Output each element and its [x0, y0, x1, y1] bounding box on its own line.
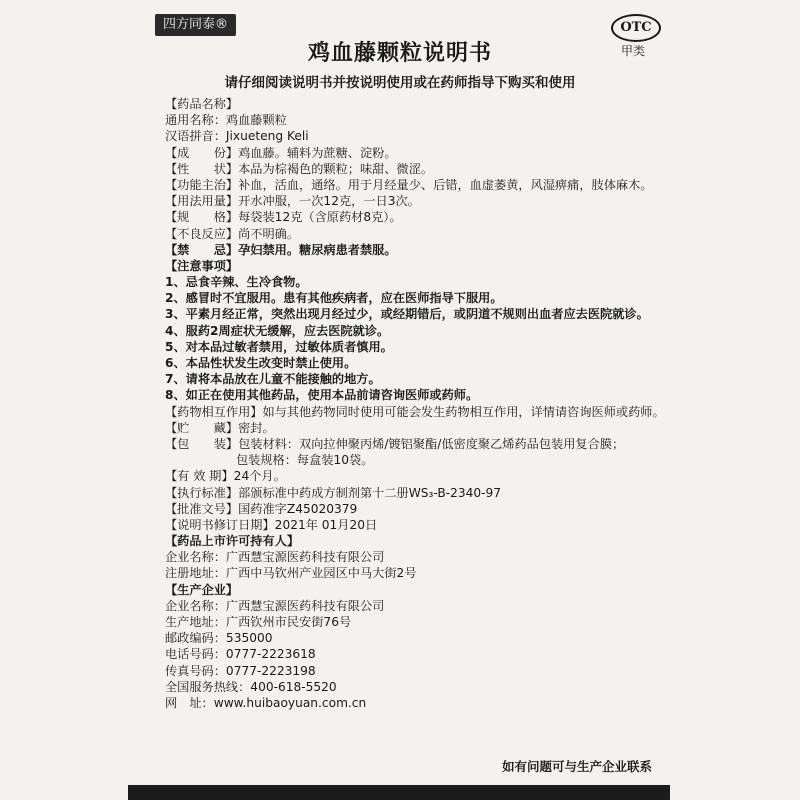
storage: 【贮 藏】密封。: [165, 420, 275, 435]
precaution-item: 7、请将本品放在儿童不能接触的地方。: [165, 372, 381, 387]
validity: 【有 效 期】24个月。: [165, 469, 286, 484]
postcode: 邮政编码：535000: [165, 631, 273, 646]
precaution-item: 8、如正在使用其他药品，使用本品前请咨询医师或药师。: [165, 388, 479, 403]
section-drug-name: 【药品名称】: [165, 97, 239, 111]
precautions-heading: 【注意事项】: [165, 258, 239, 273]
service-hotline: 全国服务热线：400-618-5520: [165, 679, 337, 694]
adverse-reactions: 【不良反应】尚不明确。: [165, 226, 300, 241]
fax-number: 传真号码：0777-2223198: [165, 663, 316, 678]
leaflet-body: [165, 96, 665, 711]
document-title: 鸡血藤颗粒说明书: [307, 40, 492, 66]
brand-logo: 四方同泰®: [155, 14, 236, 36]
otc-class-label: 甲类: [621, 44, 646, 58]
contraindications: 【禁 忌】孕妇禁用。糖尿病患者禁服。: [165, 242, 397, 257]
specification: 【规 格】每袋装12克（含原药材8克）。: [165, 210, 402, 225]
precaution-item: 2、感冒时不宜服用。患有其他疾病者，应在医师指导下服用。: [165, 291, 503, 306]
properties: 【性 状】本品为棕褐色的颗粒；味甜、微涩。: [165, 161, 434, 176]
manufacturer-company: 企业名称：广西慧宝源医药科技有限公司: [165, 598, 385, 613]
holder-heading: 【药品上市许可持有人】: [165, 534, 300, 549]
footer-note: 如有问题可与生产企业联系: [501, 759, 652, 774]
package-spec: 包装规格：每盒装10袋。: [236, 453, 374, 468]
holder-company: 企业名称：广西慧宝源医药科技有限公司: [165, 550, 385, 565]
phone-number: 电话号码：0777-2223618: [165, 647, 316, 662]
manufacturer-heading: 【生产企业】: [165, 582, 239, 597]
indications: 【功能主治】补血，活血，通络。用于月经量少、后错，血虚萎黄，风湿痹痛，肢体麻木。: [165, 177, 653, 192]
drug-interactions: 【药物相互作用】如与其他药物同时使用可能会发生药物相互作用，详情请咨询医师或药师。: [165, 404, 665, 419]
precaution-item: 6、本品性状发生改变时禁止使用。: [165, 356, 357, 370]
otc-badge: OTC: [611, 14, 661, 42]
document-subtitle: 请仔细阅读说明书并按说明使用或在药师指导下购买和使用: [224, 75, 576, 91]
pinyin-name: 汉语拼音：Jixueteng Keli: [165, 129, 309, 144]
manufacturer-address: 生产地址：广西钦州市民安街76号: [165, 615, 352, 629]
revision-date: 【说明书修订日期】2021年 01月20日: [165, 517, 378, 532]
approval-number: 【批准文号】国药准字Z45020379: [165, 501, 358, 516]
precaution-item: 4、服药2周症状无缓解，应去医院就诊。: [165, 323, 390, 338]
common-name: 通用名称：鸡血藤颗粒: [165, 113, 287, 128]
precaution-item: 3、平素月经正常，突然出现月经过少，或经期错后，或阴道不规则出血者应去医院就诊。: [165, 307, 649, 322]
dosage: 【用法用量】开水冲服，一次12克，一日3次。: [165, 194, 420, 209]
ingredients: 【成 份】鸡血藤。辅料为蔗糖、淀粉。: [165, 145, 397, 160]
package-materials: 【包 装】包装材料：双向拉伸聚丙烯/镀铝聚酯/低密度聚乙烯药品包装用复合膜；: [165, 436, 625, 451]
bottom-bar: [128, 785, 670, 800]
website: 网 址：www.huibaoyuan.com.cn: [165, 695, 367, 710]
precaution-item: 5、对本品过敏者禁用，过敏体质者慎用。: [165, 339, 393, 354]
holder-address: 注册地址：广西中马钦州产业园区中马大街2号: [165, 566, 417, 581]
standard: 【执行标准】部颁标准中药成方制剂第十二册WS₃-B-2340-97: [165, 485, 502, 500]
precaution-item: 1、忌食辛辣、生冷食物。: [165, 275, 308, 290]
